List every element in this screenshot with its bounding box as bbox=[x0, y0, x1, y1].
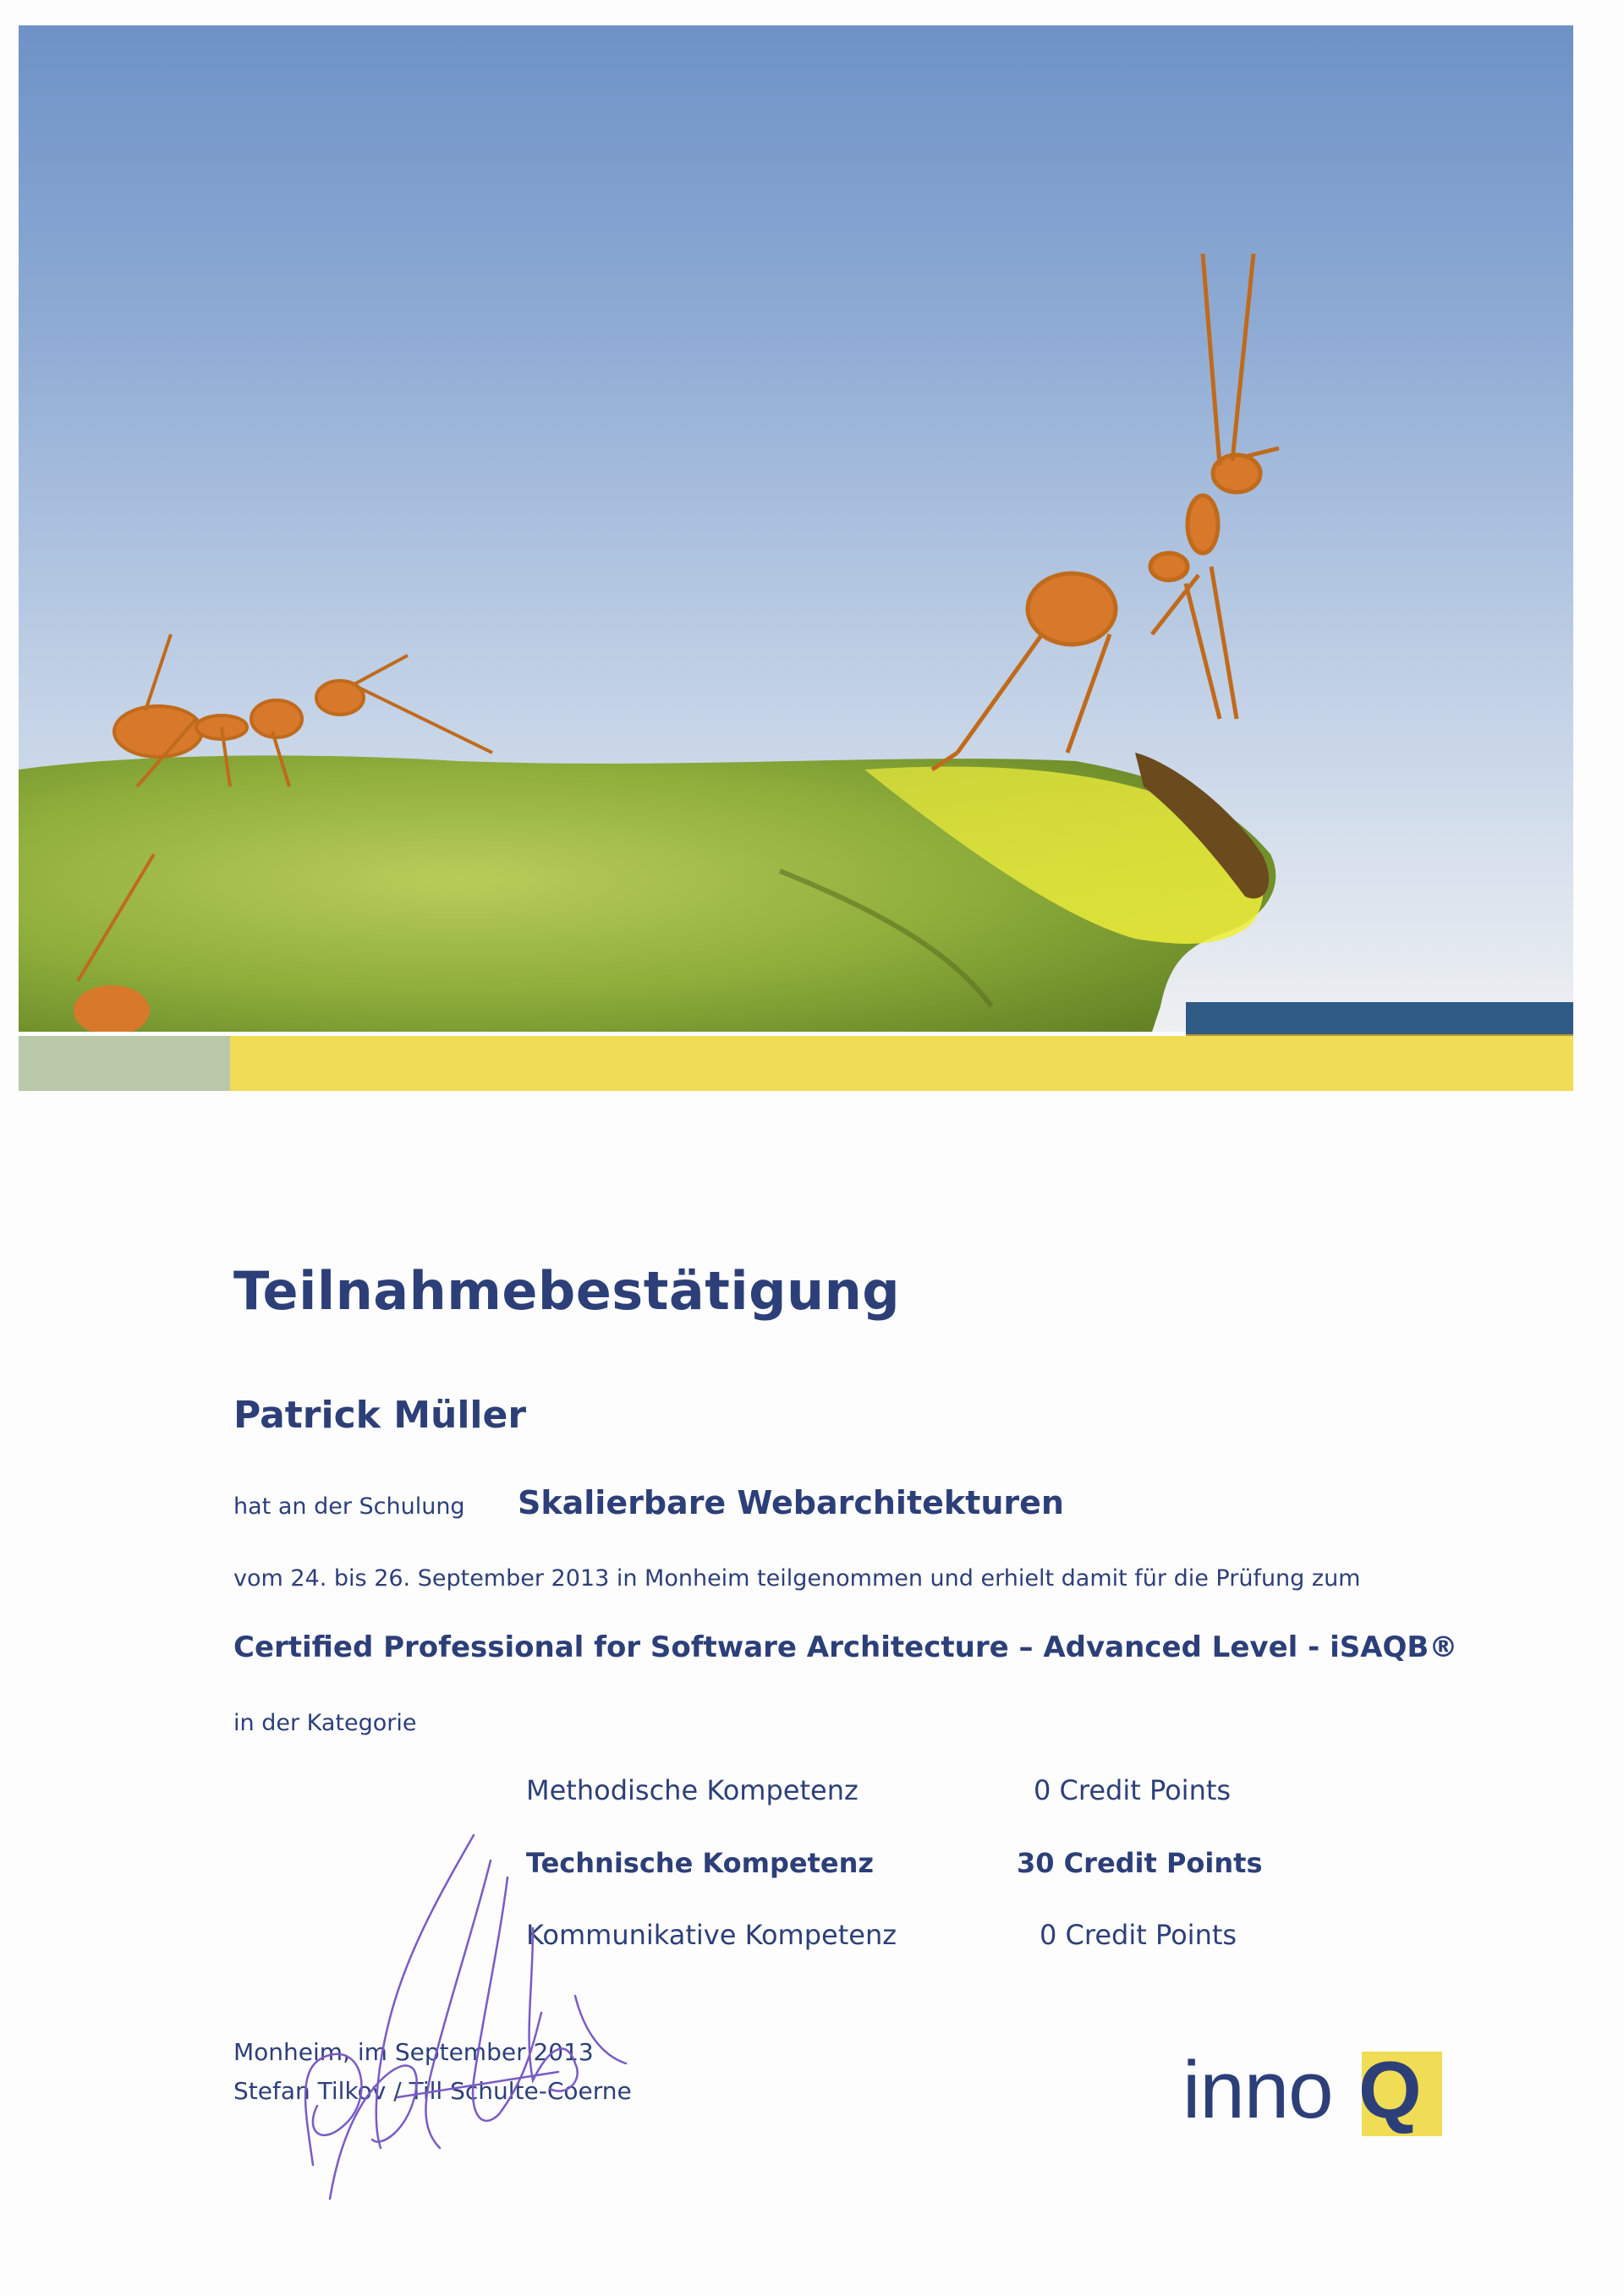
header-stripes bbox=[19, 1002, 1573, 1091]
stripe-yellow bbox=[230, 1036, 1573, 1091]
points-technisch: 30 Credit Points bbox=[1017, 1847, 1263, 1879]
course-intro: hat an der Schulung bbox=[233, 1493, 465, 1520]
category-technisch: Technische Kompetenz bbox=[526, 1847, 874, 1879]
place-date: Monheim, im September 2013 bbox=[233, 2038, 594, 2066]
certification-name: Certified Professional for Software Architecture – Advanced Level - iSAQB® bbox=[233, 1630, 1458, 1664]
header-photo bbox=[19, 25, 1573, 1032]
logo-q: Q bbox=[1358, 2045, 1422, 2135]
points-kommunikativ: 0 Credit Points bbox=[1040, 1919, 1237, 1951]
ant-right bbox=[932, 254, 1279, 770]
category-intro: in der Kategorie bbox=[233, 1710, 417, 1736]
certificate-title: Teilnahmebestätigung bbox=[233, 1260, 901, 1322]
handwritten-signature bbox=[279, 1827, 651, 2207]
category-kommunikativ: Kommunikative Kompetenz bbox=[526, 1919, 897, 1951]
category-methodisch: Methodische Kompetenz bbox=[526, 1774, 859, 1806]
signers: Stefan Tilkov / Till Schulte-Coerne bbox=[233, 2077, 632, 2105]
points-methodisch: 0 Credit Points bbox=[1034, 1774, 1232, 1806]
innoq-logo bbox=[1182, 2045, 1462, 2135]
stripe-sage bbox=[19, 1036, 230, 1091]
ants-on-leaf-photo bbox=[19, 25, 1573, 1032]
participant-name: Patrick Müller bbox=[233, 1394, 527, 1437]
course-name: Skalierbare Webarchitekturen bbox=[518, 1484, 1064, 1521]
logo-text: inno bbox=[1182, 2045, 1333, 2135]
date-line: vom 24. bis 26. September 2013 in Monheim teilgenommen und erhielt damit für die Prüfung zum bbox=[233, 1565, 1361, 1592]
stripe-blue bbox=[1186, 1002, 1573, 1034]
